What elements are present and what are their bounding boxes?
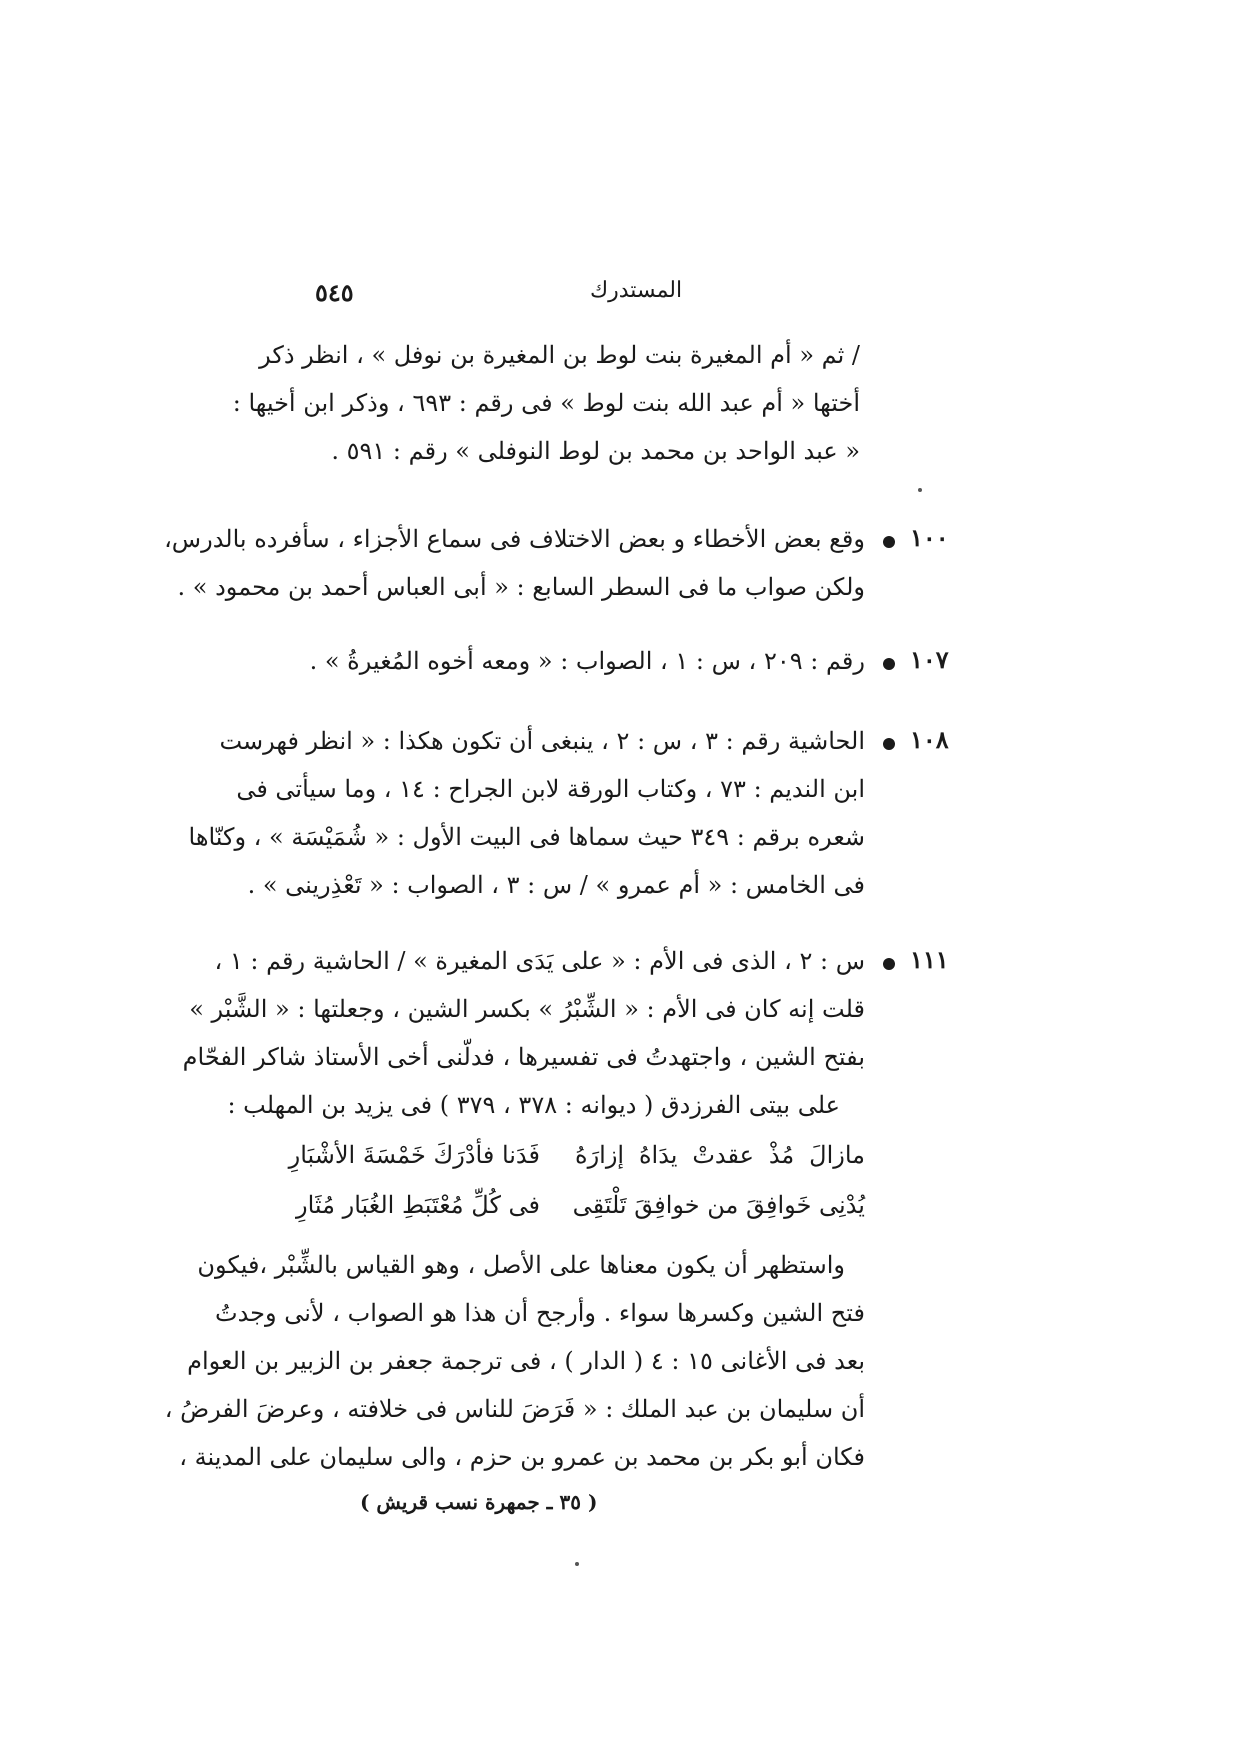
entry-line: قلت إنه كان فى الأم : « الشِّبْرُ » بكسر الشين ، وجعلتها : « الشَّبْر » <box>189 995 865 1023</box>
entry-line: س : ٢ ، الذى فى الأم : « على يَدَى المغيرة » / الحاشية رقم : ١ ، <box>214 947 865 975</box>
poem-hemistich-left: فَدَنا فأدْرَكَ خَمْسَةَ الأشْبَارِ <box>288 1141 540 1169</box>
entry-number: ١٠٨ <box>910 725 949 754</box>
poem-hemistich-right: يُدْنِى خَوافِقَ من خوافِقَ تَلْتَقِى <box>572 1191 865 1219</box>
intro-line: « عبد الواحد بن محمد بن لوط النوفلى » رقم : ٥٩١ . <box>331 437 860 465</box>
entry-number: ١٠٧ <box>910 645 949 674</box>
body-line: أن سليمان بن عبد الملك : « فَرَضَ للناس فى خلافته ، وعرضَ الفرضُ ، <box>164 1395 865 1423</box>
poem-hemistich-right: مازالَ مُذْ عقدتْ يدَاهُ إزارَهُ <box>575 1141 865 1169</box>
signature-mark: ( ٣٥ ـ جمهرة نسب قريش ) <box>360 1490 598 1514</box>
ink-speck <box>575 1562 579 1566</box>
page-header <box>300 278 910 318</box>
running-title: المستدرك <box>590 278 683 303</box>
poem-hemistich-left: فى كُلِّ مُعْتَبَطِ الغُبَار مُثَارِ <box>296 1191 540 1219</box>
entry-bullet <box>883 958 895 970</box>
intro-line: / ثم « أم المغيرة بنت لوط بن المغيرة بن نوفل » ، انظر ذكر <box>259 341 860 369</box>
poem-intro: على بيتى الفرزدق ( ديوانه : ٣٧٨ ، ٣٧٩ ) فى يزيد بن المهلب : <box>227 1091 840 1119</box>
entry-line: ولكن صواب ما فى السطر السابع : « أبى العباس أحمد بن محمود » . <box>177 573 865 601</box>
entry-number: ١١١ <box>910 945 949 974</box>
entry-bullet <box>883 658 895 670</box>
entry-line: فى الخامس : « أم عمرو » / س : ٣ ، الصواب : « تَعْذِرينى » . <box>247 871 865 899</box>
entry-number: ١٠٠ <box>910 523 949 552</box>
intro-line: أختها « أم عبد الله بنت لوط » فى رقم : ٦٩٣ ، وذكر ابن أخيها : <box>232 389 860 417</box>
page-number: ٥٤٥ <box>315 278 354 307</box>
entry-line: رقم : ٢٠٩ ، س : ١ ، الصواب : « ومعه أخوه المُغيرةُ » . <box>309 647 865 675</box>
entry-line: وقع بعض الأخطاء و بعض الاختلاف فى سماع الأجزاء ، سأفرده بالدرس، <box>164 525 865 553</box>
entry-bullet <box>883 536 895 548</box>
entry-bullet <box>883 738 895 750</box>
body-line: فكان أبو بكر بن محمد بن عمرو بن حزم ، والى سليمان على المدينة ، <box>179 1443 865 1471</box>
entry-line: بفتح الشين ، واجتهدتُ فى تفسيرها ، فدلّنى أخى الأستاذ شاكر الفحّام <box>182 1043 865 1071</box>
body-line: بعد فى الأغانى ١٥ : ٤ ( الدار ) ، فى ترجمة جعفر بن الزبير بن العوام <box>187 1347 865 1375</box>
entry-line: الحاشية رقم : ٣ ، س : ٢ ، ينبغى أن تكون هكذا : « انظر فهرست <box>219 727 865 755</box>
body-line: واستظهر أن يكون معناها على الأصل ، وهو القياس بالشِّبْر ،فيكون <box>197 1251 845 1279</box>
body-line: فتح الشين وكسرها سواء . وأرجح أن هذا هو الصواب ، لأنى وجدتُ <box>214 1299 865 1327</box>
ink-speck <box>918 488 922 492</box>
entry-line: ابن النديم : ٧٣ ، وكتاب الورقة لابن الجراح : ١٤ ، وما سيأتى فى <box>236 775 865 803</box>
entry-line: شعره برقم : ٣٤٩ حيث سماها فى البيت الأول : « شُمَيْسَة » ، وكنّاها <box>188 823 865 851</box>
